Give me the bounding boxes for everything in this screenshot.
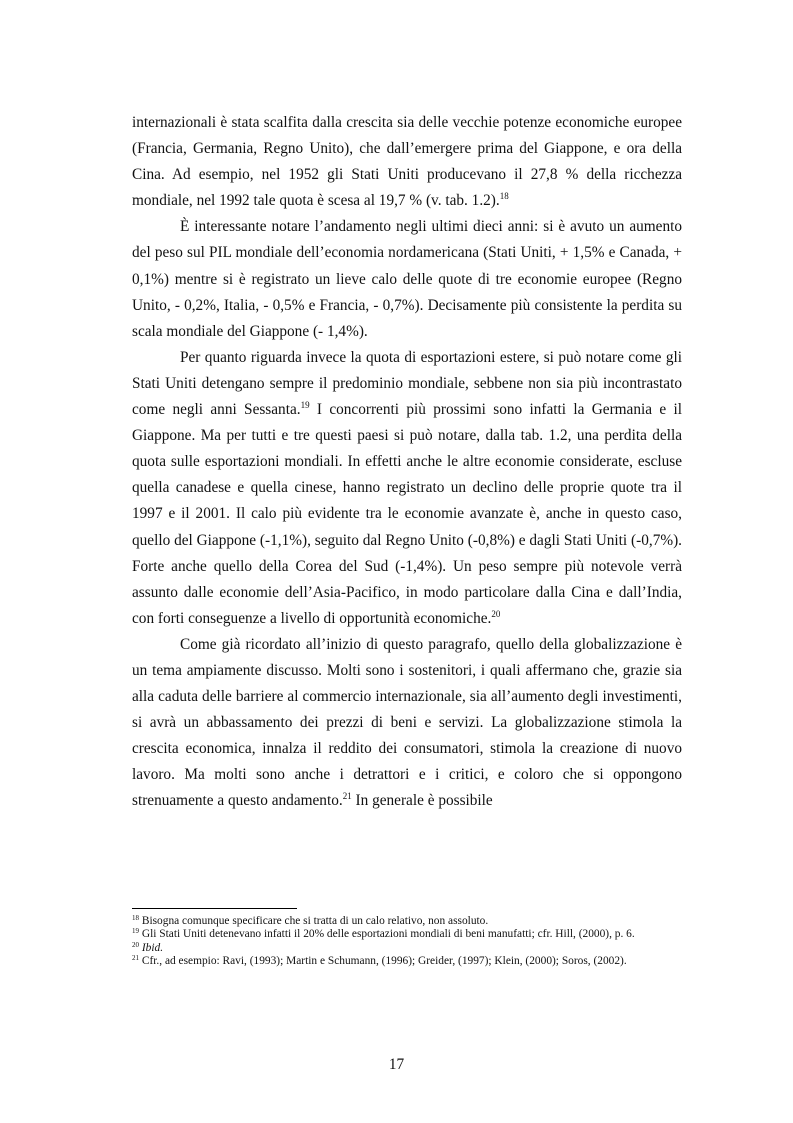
paragraph-text: internazionali è stata scalfita dalla crescita sia delle vecchie potenze economiche europee (Francia, Germania, Regno Unito), che dall’emergere prima del Giappone, e ora della Cina. Ad esempio, nel 1952 gli Stati Uniti producevano il 27,8 % della ricchezza mondiale, nel 1992 tale quota è scesa al 19,7 % (v. tab. 1.2). [132,114,682,210]
footnote-text: Bisogna comunque specificare che si tratta di un calo relativo, non assoluto. [141,915,489,927]
footnote-text: Gli Stati Uniti detenevano infatti il 20% delle esportazioni mondiali di beni manufatti; cfr. Hill, (2000), p. 6. [141,928,635,941]
footnote-ref: 18 [499,191,509,202]
footnote-ref: 21 [342,791,352,802]
footnotes [132,915,682,969]
footnote-text: Ibid. [141,941,164,954]
footnote-number: 20 [132,940,139,949]
footnote-separator [132,908,297,909]
paragraph [132,214,682,344]
footnote-number: 21 [132,954,139,963]
paragraph-text: Come già ricordato all’inizio di questo paragrafo, quello della globalizzazione è un tema ampiamente discusso. Molti sono i sostenitori, i quali affermano che, grazie sia alla caduta delle barriere al commercio internazionale, sia all’aumento degli investimenti, si avrà un abbassamento dei prezzi di beni e servizi. La globalizzazione stimola la crescita economica, innalza il reddito dei consumatori, stimola la creazione di nuovo lavoro. Ma molti sono anche i detrattori e i critici, e coloro che si oppongono strenuamente a questo andamento. [132,635,682,810]
paragraph-text: I concorrenti più prossimi sono infatti la Germania e il Giappone. Ma per tutti e tre questi paesi si può notare, dalla tab. 1.2, una perdita della quota sulle esportazioni mondiali. In effetti anche le altre economie considerate, escluse quella canadese e quella cinese, hanno registrato un declino delle proprie quote tra il 1997 e il 2001. Il calo più evidente tra le economie avanzate è, anche in questo caso, quello del Giappone (-1,1%), seguito dal Regno Unito (-0,8%) e dagli Stati Uniti (-0,7%). Forte anche quello della Corea del Sud (-1,4%). Un peso sempre più notevole verrà assunto dalle economie dell’Asia-Pacifico, in modo particolare dalla Cina e dall’India, con forti conseguenze a livello di opportunità economiche. [132,401,683,627]
footnote-ref: 19 [300,400,310,411]
page-number: 17 [388,1056,405,1073]
footnote-ref: 20 [491,608,501,619]
paragraph [132,110,682,214]
footnote [132,955,682,968]
footnote [132,942,682,955]
footnote-text: Cfr., ad esempio: Ravi, (1993); Martin e Schumann, (1996); Greider, (1997); Klein, (2000); Soros, (2002). [141,955,627,968]
paragraph-text: In generale è possibile [351,792,493,810]
footnote-number: 18 [132,914,139,922]
paragraph [132,632,682,815]
footnote [132,915,682,928]
paragraph [132,345,682,632]
body-text [132,110,682,815]
paragraph-text: Per quanto riguarda invece la quota di esportazioni estere, si può notare come gli Stati Uniti detengano sempre il predominio mondiale, sebbene non sia più incontrastato come negli anni Sessanta. [132,348,682,419]
paragraph-text: È interessante notare l’andamento negli ultimi dieci anni: si è avuto un aumento del peso sul PIL mondiale dell’economia nordamericana (Stati Uniti, + 1,5% e Canada, + 0,1%) mentre si è registrato un lieve calo delle quote di tre economie europee (Regno Unito, - 0,2%, Italia, - 0,5% e Francia, - 0,7%). Decisamente più consistente la perdita su scala mondiale del Giappone (- 1,4%). [132,218,682,340]
footnote-number: 19 [132,927,139,936]
footnote [132,928,682,941]
